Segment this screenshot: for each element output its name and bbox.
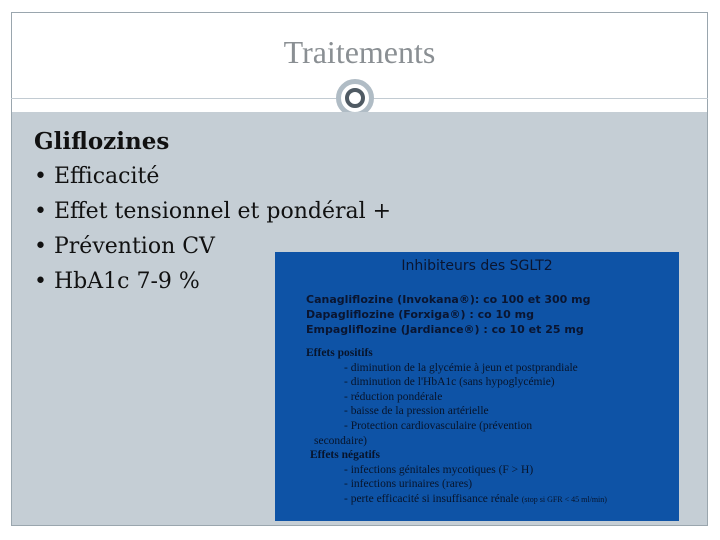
positive-effect-item: - baisse de la pression artérielle	[344, 405, 489, 418]
positive-effect-item: secondaire)	[314, 434, 367, 447]
negative-effect-text: - perte efficacité si insuffisance rénale	[344, 492, 519, 505]
negative-effect-note: (stop si GFR < 45 ml/min)	[521, 494, 607, 504]
drug-list	[306, 292, 676, 337]
drug-item: Canagliflozine (Invokana®): co 100 et 300 mg	[306, 293, 591, 306]
positive-effect-item: - diminution de la glycémie à jeun et postprandiale	[344, 361, 578, 374]
bullet-item: • Prévention CV	[34, 229, 464, 264]
positive-effects-label: Effets positifs	[306, 347, 373, 359]
negative-effect-item: - infections génitales mycotiques (F > H)	[344, 463, 534, 476]
sglt2-title: Inhibiteurs des SGLT2	[401, 258, 553, 274]
drug-item: Empagliflozine (Jardiance®) : co 10 et 25 mg	[306, 323, 584, 336]
drug-item: Dapagliflozine (Forxiga®) : co 10 mg	[306, 308, 534, 321]
negative-effect-item	[306, 492, 676, 508]
positive-effect-item: - diminution de l'HbA1c (sans hypoglycémie)	[344, 376, 555, 389]
sglt2-info-box	[275, 252, 679, 521]
bullet-item: • Efficacité	[34, 159, 464, 194]
positive-effects	[306, 346, 676, 448]
slide-title: Traitements	[283, 34, 436, 70]
negative-effects-label: Effets négatifs	[310, 449, 380, 461]
bullet-heading: Gliflozines	[34, 128, 170, 155]
positive-effect-item: - Protection cardiovasculaire (prévention	[344, 419, 533, 432]
positive-effect-item: - réduction pondérale	[344, 390, 443, 403]
bullet-item: • Effet tensionnel et pondéral +	[34, 194, 464, 229]
negative-effects	[306, 448, 676, 507]
negative-effect-item: - infections urinaires (rares)	[344, 478, 473, 491]
bullet-item: • HbA1c 7-9 %	[34, 264, 464, 299]
